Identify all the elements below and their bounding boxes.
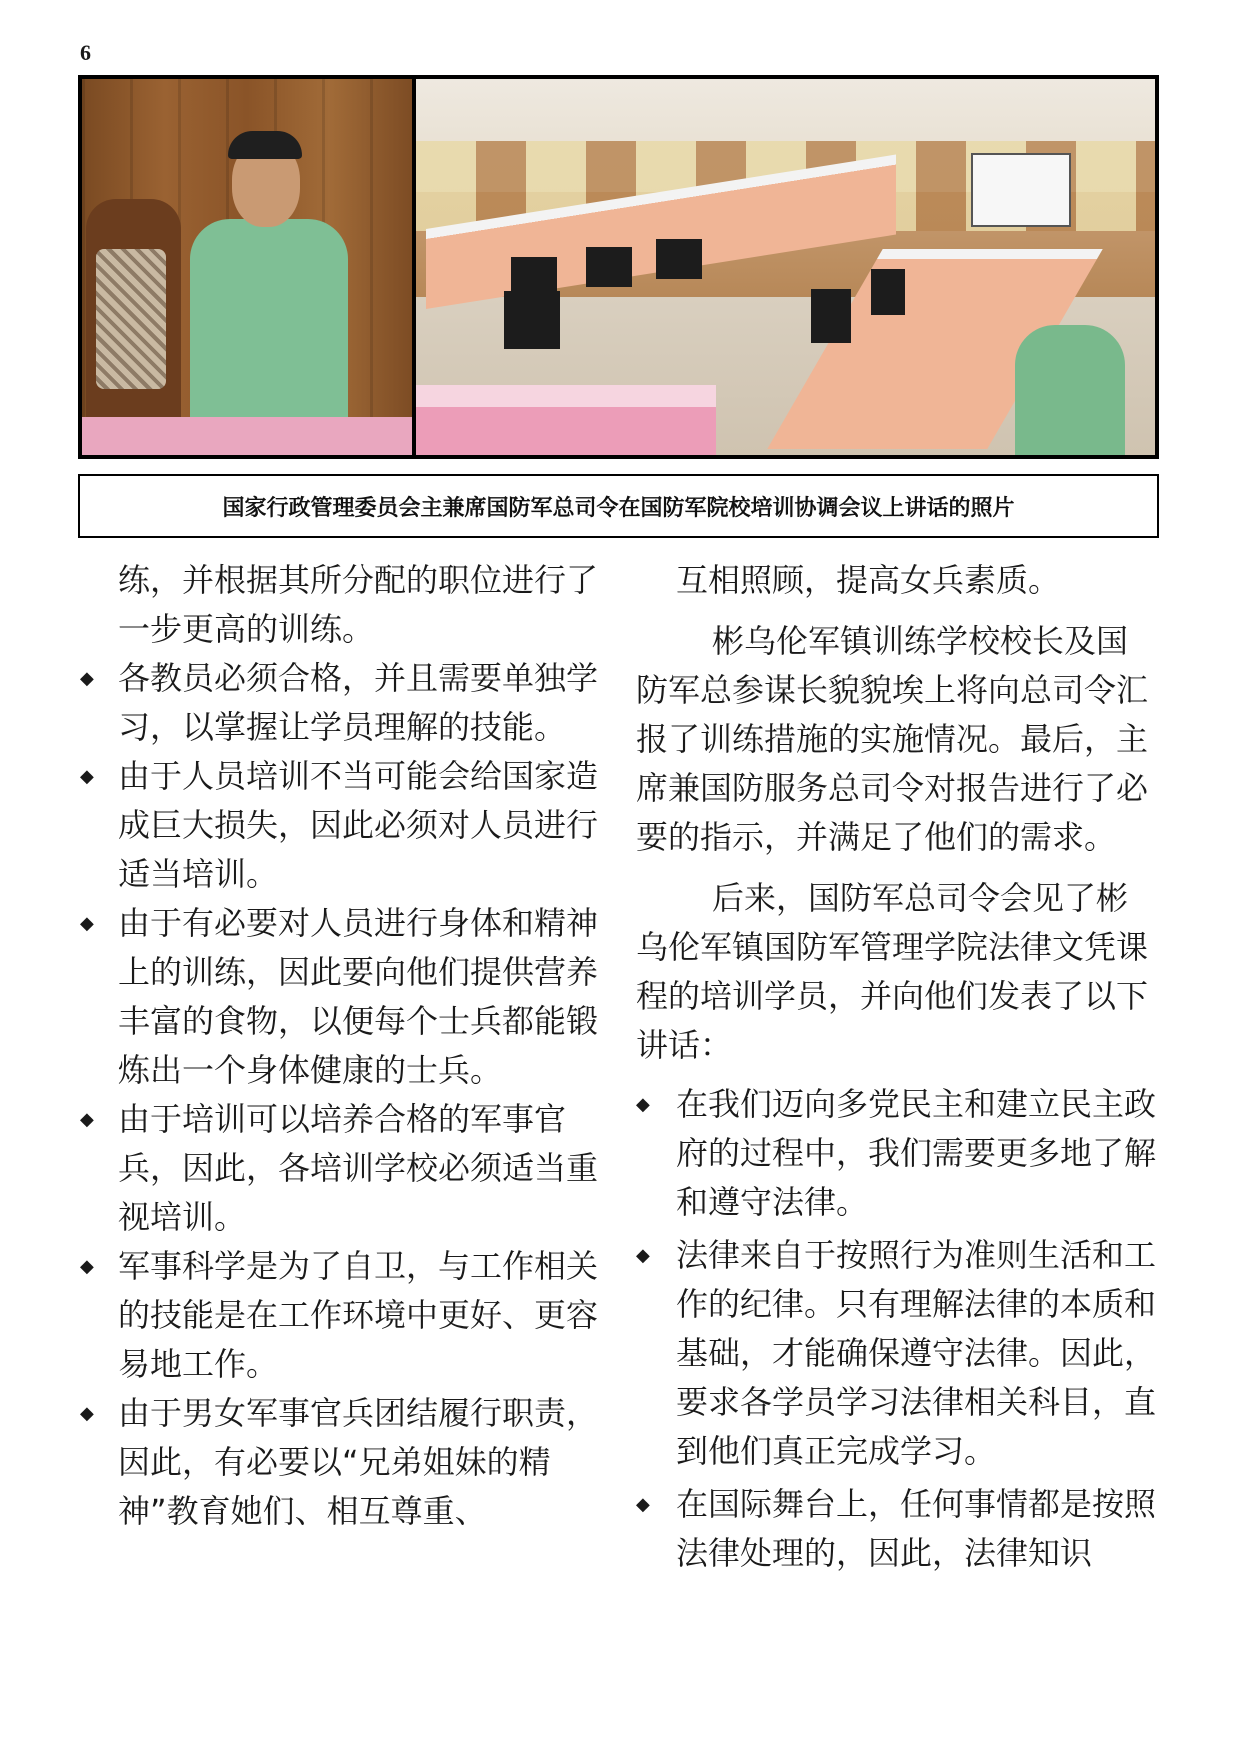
photo-officer-speaking (82, 79, 412, 455)
list-item: ◆ 在我们迈向多党民主和建立民主政府的过程中，我们需要更多地了解和遵守法律。 (636, 1080, 1156, 1227)
list-item: ◆ 法律来自于按照行为准则生活和工作的纪律。只有理解法律的本质和基础，才能确保遵守法律。因此，要求各学员学习法律相关科目，直到他们真正完成学习。 (636, 1231, 1156, 1476)
right-column (636, 556, 1156, 1578)
list-item: ◆ 在国际舞台上，任何事情都是按照法律处理的，因此，法律知识 (636, 1480, 1156, 1578)
list-item: ◆ 军事科学是为了自卫，与工作相关的技能是在工作环境中更好、更容易地工作。 (80, 1242, 600, 1389)
list-item: ◆ 由于培训可以培养合格的军事官兵，因此，各培训学校必须适当重视培训。 (80, 1095, 600, 1242)
diamond-bullet-icon: ◆ (80, 1403, 94, 1424)
diamond-bullet-icon: ◆ (636, 1094, 650, 1115)
photo-frame (78, 75, 1159, 459)
left-bullet-list (80, 654, 600, 1536)
left-continuation-text: 练，并根据其所分配的职位进行了一步更高的训练。 (118, 561, 599, 648)
list-item: ◆ 由于男女军事官兵团结履行职责，因此，有必要以“兄弟姐妹的精神”教育她们、相互尊重、 (80, 1389, 600, 1536)
page-number: 6 (80, 40, 91, 65)
list-item: ◆ 由于有必要对人员进行身体和精神上的训练，因此要向他们提供营养丰富的食物，以便每个士兵都能锻炼出一个身体健康的士兵。 (80, 899, 600, 1095)
right-bullet-list (636, 1080, 1156, 1578)
diamond-bullet-icon: ◆ (636, 1245, 650, 1266)
diamond-bullet-icon: ◆ (636, 1494, 650, 1515)
diamond-bullet-icon: ◆ (80, 766, 94, 787)
left-column (80, 556, 600, 1536)
diamond-bullet-icon: ◆ (80, 1256, 94, 1277)
list-item: ◆ 由于人员培训不当可能会给国家造成巨大损失，因此必须对人员进行适当培训。 (80, 752, 600, 899)
list-item: ◆ 各教员必须合格，并且需要单独学习，以掌握让学员理解的技能。 (80, 654, 600, 752)
paragraph: 后来，国防军总司令会见了彬乌伦军镇国防军管理学院法律文凭课程的培训学员，并向他们发表了以下讲话： (636, 879, 1149, 1064)
right-continuation-text: 互相照顾，提高女兵素质。 (676, 561, 1061, 599)
photo-meeting-room (416, 79, 1155, 455)
diamond-bullet-icon: ◆ (80, 913, 94, 934)
diamond-bullet-icon: ◆ (80, 668, 94, 689)
diamond-bullet-icon: ◆ (80, 1109, 94, 1130)
projection-screen (971, 153, 1071, 227)
paragraph: 彬乌伦军镇训练学校校长及国防军总参谋长貌貌埃上将向总司令汇报了训练措施的实施情况。最后，主席兼国防服务总司令对报告进行了必要的指示，并满足了他们的需求。 (636, 622, 1149, 856)
photo-caption: 国家行政管理委员会主兼席国防军总司令在国防军院校培训协调会议上讲话的照片 (78, 474, 1159, 538)
